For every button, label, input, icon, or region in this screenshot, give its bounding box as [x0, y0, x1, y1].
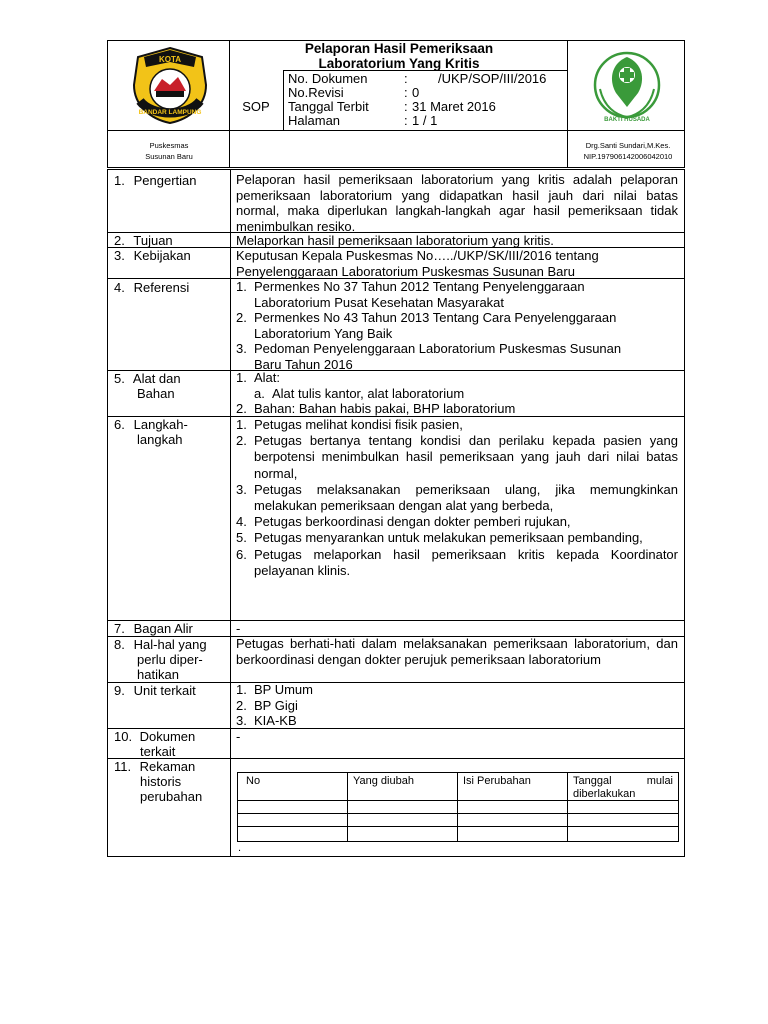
item-text: Alat tulis kantor, alat laboratorium	[272, 385, 465, 401]
list-item	[236, 682, 678, 698]
meta-colon: :	[404, 85, 408, 100]
section-label: Referensi	[133, 280, 190, 295]
item-number: 4.	[236, 514, 247, 530]
item-text: Permenkes No 37 Tahun 2012 Tentang Penyelenggaraan Laboratorium Pusat Kesehatan Masyarakat	[254, 279, 585, 310]
label-hal-hal	[114, 637, 226, 682]
item-number: 6.	[236, 546, 247, 562]
section-label: Hal-hal yang	[133, 637, 207, 652]
section-number: 8.	[114, 637, 125, 652]
item-text: Petugas melihat kondisi fisik pasien,	[254, 417, 463, 432]
label-dokumen-terkait	[114, 729, 226, 759]
label-tujuan	[114, 233, 226, 248]
list-item	[236, 514, 678, 530]
label-referensi	[114, 280, 226, 295]
section-label: Langkah-	[133, 417, 188, 432]
list-subitem	[236, 386, 678, 402]
label-rekaman	[114, 759, 226, 804]
content-langkah	[236, 417, 678, 579]
svg-text:BANDAR LAMPUNG: BANDAR LAMPUNG	[138, 109, 202, 116]
section-label: terkait	[140, 744, 176, 759]
history-header-tanggal: Tanggal mulai diberlakukan	[573, 775, 673, 800]
label-unit-terkait	[114, 683, 226, 698]
section-number: 2.	[114, 233, 125, 248]
item-text: Petugas menyarankan untuk melakukan pemeriksaan pembanding,	[254, 530, 643, 546]
title-line: Laboratorium Yang Kritis	[318, 55, 480, 71]
label-pengertian	[114, 173, 226, 188]
meta-key: No.Revisi	[288, 85, 344, 100]
label-langkah	[114, 417, 226, 447]
history-table	[237, 772, 679, 842]
item-number: 2.	[236, 433, 247, 449]
bakti-husada-logo-icon	[592, 49, 662, 125]
org-line: Susunan Baru	[145, 152, 193, 161]
meta-value: 31 Maret 2016	[412, 99, 496, 114]
content-bagan-alir: -	[236, 621, 241, 636]
content-dokumen-terkait: -	[236, 729, 241, 744]
section-label: Bagan Alir	[133, 621, 193, 636]
item-number: 1.	[236, 370, 247, 385]
item-number: 2.	[236, 401, 247, 416]
section-number: 4.	[114, 280, 125, 295]
organization-name	[110, 140, 228, 162]
meta-value: 0	[412, 85, 420, 100]
section-label: Unit terkait	[133, 683, 196, 698]
item-text: Petugas melaksanakan pemeriksaan ulang, jika memungkinkan melakukan pemeriksaan dengan alat yang berbeda,	[254, 481, 678, 514]
section-number: 7.	[114, 621, 125, 636]
title-line: Pelaporan Hasil Pemeriksaan	[304, 41, 494, 56]
history-column-divider	[347, 773, 348, 841]
section-number: 5.	[114, 371, 125, 386]
list-item	[236, 370, 678, 386]
trailing-mark: .	[238, 842, 242, 854]
list-item	[236, 310, 636, 341]
section-label: Bahan	[137, 386, 175, 401]
label-bagan-alir	[114, 621, 226, 636]
history-column-divider	[567, 773, 568, 841]
content-pengertian: Pelaporan hasil pemeriksaan laboratorium yang kritis adalah pelaporan pemeriksaan laboratorium yang didapatkan hasil jauh dari nilai batas normal, maka diperlukan langkah-langkah agar hasil pemeriksaan tidak menimbulkan resiko.	[236, 172, 678, 234]
meta-key: No. Dokumen	[288, 71, 368, 86]
content-unit-terkait	[236, 682, 678, 729]
section-label: Tujuan	[133, 233, 173, 248]
sop-body-table	[107, 169, 685, 857]
meta-value: /UKP/SOP/III/2016	[438, 71, 547, 86]
list-item	[236, 530, 678, 546]
list-item	[236, 698, 678, 714]
section-label: Kebijakan	[133, 248, 191, 263]
history-row-divider	[238, 826, 678, 827]
meta-value: 1 / 1	[412, 113, 438, 128]
section-label: historis	[140, 774, 182, 789]
section-number: 11.	[114, 759, 132, 774]
section-label: Rekaman	[139, 759, 196, 774]
list-item	[236, 713, 678, 729]
item-text: Pedoman Penyelenggaraan Laboratorium Puskesmas Susunan Baru Tahun 2016	[254, 341, 622, 372]
header-divider	[108, 130, 684, 131]
section-label: perlu diper-	[137, 652, 203, 667]
item-number: 3.	[236, 481, 247, 497]
item-number: 2.	[236, 310, 247, 325]
list-item	[236, 279, 636, 310]
label-kebijakan	[114, 248, 226, 263]
history-header-isi-perubahan: Isi Perubahan	[463, 775, 531, 787]
item-text: Petugas bertanya tentang kondisi dan perilaku kepada pasien yang berpotensi menimbulkan hasil pemeriksaan yang jauh dari nilai batas normal,	[254, 433, 678, 481]
item-number: 1.	[236, 279, 247, 294]
section-label: perubahan	[140, 789, 203, 804]
column-divider	[230, 170, 231, 856]
section-label: hatikan	[137, 667, 179, 682]
list-item	[236, 401, 678, 417]
section-label: Pengertian	[133, 173, 197, 188]
list-item	[236, 341, 636, 372]
item-text: Permenkes No 43 Tahun 2013 Tentang Cara Penyelenggaraan Laboratorium Yang Baik	[254, 310, 617, 341]
meta-colon: :	[404, 99, 408, 114]
sop-label: SOP	[242, 99, 270, 114]
item-number: 3.	[236, 341, 247, 356]
history-header-no: No	[246, 775, 261, 787]
section-label: Alat dan	[132, 371, 181, 386]
meta-key: Tanggal Terbit	[288, 99, 369, 114]
item-text: KIA-KB	[254, 713, 297, 728]
section-number: 9.	[114, 683, 125, 698]
list-item	[236, 433, 678, 482]
section-number: 1.	[114, 173, 125, 188]
item-number: 1.	[236, 417, 247, 432]
kota-bandar-lampung-logo-icon	[130, 45, 210, 125]
meta-colon: :	[404, 71, 408, 86]
item-text: BP Gigi	[254, 697, 298, 713]
content-referensi	[236, 279, 636, 372]
item-text: Petugas melaporkan hasil pemeriksaan kritis kepada Koordinator pelayanan klinis.	[254, 546, 678, 578]
section-number: 10.	[114, 729, 133, 744]
svg-text:KOTA: KOTA	[158, 55, 182, 64]
item-text: Petugas berkoordinasi dengan dokter pemberi rujukan,	[254, 514, 571, 530]
meta-key: Halaman	[288, 113, 341, 128]
section-label: langkah	[137, 432, 183, 447]
sop-header-table	[107, 40, 685, 168]
item-number: 1.	[236, 682, 247, 697]
document-title	[230, 42, 568, 71]
item-number: a.	[254, 385, 265, 401]
item-number: 2.	[236, 697, 247, 713]
item-number: 5.	[236, 530, 247, 546]
item-text: BP Umum	[254, 682, 313, 697]
label-alat-bahan	[114, 371, 226, 401]
svg-text:BAKTI HUSADA: BAKTI HUSADA	[604, 117, 650, 123]
header-divider	[283, 70, 284, 130]
content-alat-bahan	[236, 370, 678, 417]
signatory-nip: NIP.197906142006042010	[583, 152, 673, 161]
section-number: 3.	[114, 248, 125, 263]
signatory-name: Drg.Santi Sundari,M.Kes.	[585, 141, 671, 150]
history-column-divider	[457, 773, 458, 841]
item-text: Bahan: Bahan habis pakai, BHP laboratorium	[254, 401, 516, 416]
org-line: Puskesmas	[149, 141, 189, 150]
item-number: 3.	[236, 713, 247, 728]
section-label: Dokumen	[139, 729, 196, 744]
content-kebijakan: Keputusan Kepala Puskesmas No…../UKP/SK/III/2016 tentang Penyelenggaraan Laboratorium Puskesmas Susunan Baru	[236, 248, 599, 279]
item-text: Alat:	[254, 370, 281, 385]
section-number: 6.	[114, 417, 125, 432]
list-item	[236, 417, 678, 433]
history-header-yang-diubah: Yang diubah	[353, 775, 414, 787]
list-item	[236, 482, 678, 514]
list-item	[236, 547, 678, 579]
history-row-divider	[238, 813, 678, 814]
signatory	[570, 140, 686, 162]
meta-colon: :	[404, 113, 408, 128]
content-hal-hal: Petugas berhati-hati dalam melaksanakan pemeriksaan laboratorium, dan berkoordinasi dengan dokter perujuk pemeriksaan laboratorium	[236, 636, 678, 667]
content-tujuan: Melaporkan hasil pemeriksaan laboratorium yang kritis.	[236, 233, 554, 248]
